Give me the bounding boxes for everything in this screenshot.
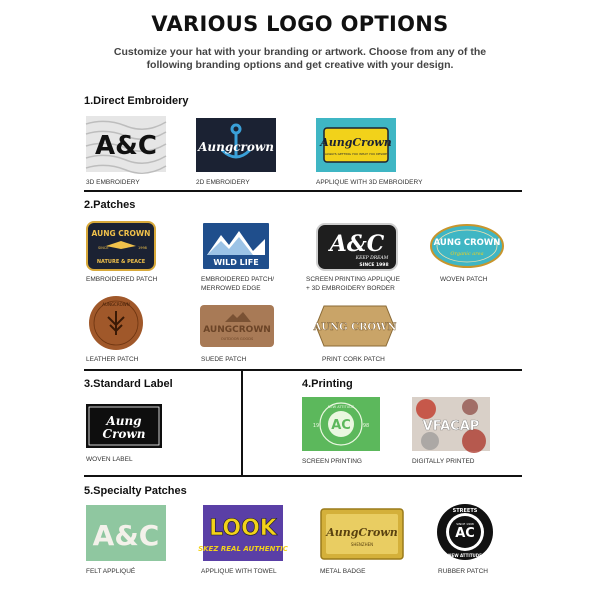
2d-embroidery-caption: 2D EMBROIDERY bbox=[196, 179, 250, 186]
applique-3d-art-subtext: ALWAYS GETTING YOU WHAT YOU DESIRE bbox=[324, 152, 388, 156]
towel-art-subtext: SKEZ REAL AUTHENTIC bbox=[198, 545, 288, 553]
digitally-printed-art-text: VFACAP bbox=[422, 419, 480, 434]
screen-applique-art-text: A&C bbox=[329, 231, 385, 257]
screen-printing-image bbox=[302, 397, 380, 451]
divider-direct-embroidery bbox=[84, 190, 522, 192]
felt-applique-image bbox=[86, 505, 166, 561]
digitally-printed-caption: DIGITALLY PRINTED bbox=[412, 458, 475, 465]
screen-printing-applique-image bbox=[316, 223, 398, 271]
page-title: VARIOUS LOGO OPTIONS bbox=[151, 12, 449, 36]
section-title-patches: 2.Patches bbox=[84, 199, 136, 211]
divider-patches bbox=[84, 369, 522, 371]
digitally-printed-image bbox=[412, 397, 490, 451]
suede-patch-caption: SUEDE PATCH bbox=[201, 356, 247, 363]
woven-label-image bbox=[86, 404, 162, 448]
suede-patch-art-text: AUNGCROWN bbox=[203, 325, 271, 335]
suede-patch-art-subtext: OUTDOOR GOODS bbox=[220, 337, 254, 341]
merrowed-patch-caption-line2: MERROWED EDGE bbox=[201, 285, 261, 292]
rubber-patch-ring-top: STREETS bbox=[452, 508, 478, 514]
woven-label-art-text2: Crown bbox=[102, 427, 146, 441]
felt-applique-caption: FELT APPLIQUÉ bbox=[86, 568, 136, 575]
metal-badge-art-subtext: SHENZHEN bbox=[350, 542, 374, 547]
leather-patch-image bbox=[88, 295, 144, 351]
screen-printing-caption: SCREEN PRINTING bbox=[302, 458, 362, 465]
section-title-specialty-patches: 5.Specialty Patches bbox=[84, 485, 187, 497]
applique-3d-art-text: AungCrown bbox=[320, 136, 392, 149]
leather-patch-caption: LEATHER PATCH bbox=[86, 356, 139, 363]
screen-printing-art-ring: NEW ATTITUDE bbox=[327, 405, 355, 409]
woven-label-art-text: Aung bbox=[106, 414, 142, 428]
leather-patch-art-text: AUNGCROWN bbox=[102, 302, 130, 307]
screen-applique-caption-line1: SCREEN PRINTING APPLIQUE bbox=[306, 276, 400, 283]
rubber-patch-caption: RUBBER PATCH bbox=[438, 568, 488, 575]
section-title-standard-label: 3.Standard Label bbox=[84, 378, 173, 390]
metal-badge-art-text: AungCrown bbox=[326, 526, 398, 539]
print-cork-patch-image bbox=[314, 304, 396, 348]
3d-embroidery-image bbox=[86, 116, 166, 172]
rubber-patch-art-text: AC bbox=[455, 526, 475, 541]
towel-art-text: LOOK bbox=[209, 516, 277, 541]
screen-printing-art-left: 19 bbox=[312, 423, 320, 429]
section-title-direct-embroidery: 1.Direct Embroidery bbox=[84, 95, 189, 107]
merrowed-patch-caption-line1: EMBROIDERED PATCH/ bbox=[201, 276, 275, 283]
suede-patch-image bbox=[199, 304, 275, 348]
embroidered-merrowed-patch-image bbox=[201, 221, 271, 271]
rubber-patch-ring-bottom: NEW ATTITUDE bbox=[448, 553, 482, 558]
woven-patch-caption: WOVEN PATCH bbox=[440, 276, 488, 283]
applique-3d-embroidery-caption: APPLIQUE WITH 3D EMBROIDERY bbox=[316, 179, 423, 186]
applique-towel-caption: APPLIQUE WITH TOWEL bbox=[201, 568, 277, 575]
2d-embroidery-art-text: Aungcrown bbox=[198, 140, 274, 154]
2d-embroidery-image bbox=[196, 118, 276, 172]
embroidered-patch-art-subtext: NATURE & PEACE bbox=[96, 259, 146, 265]
rubber-patch-image bbox=[436, 503, 494, 561]
embroidered-patch-image bbox=[86, 221, 156, 271]
metal-badge-caption: METAL BADGE bbox=[320, 568, 366, 575]
embroidered-patch-art-year-right: 1998 bbox=[138, 246, 147, 250]
applique-3d-embroidery-image bbox=[316, 118, 396, 172]
woven-patch-image bbox=[430, 224, 504, 268]
screen-printing-art-text: AC bbox=[331, 418, 351, 433]
applique-towel-image bbox=[198, 505, 288, 561]
embroidered-patch-art-year-left: SINCE bbox=[98, 246, 109, 250]
section-title-printing: 4.Printing bbox=[302, 378, 353, 390]
embroidered-patch-caption: EMBROIDERED PATCH bbox=[86, 276, 158, 283]
merrowed-patch-art-text: WILD LIFE bbox=[213, 258, 259, 267]
divider-label-printing bbox=[84, 475, 522, 477]
3d-embroidery-caption: 3D EMBROIDERY bbox=[86, 179, 140, 186]
screen-printing-art-right: 98 bbox=[362, 423, 370, 429]
felt-applique-art-text: A&C bbox=[92, 519, 160, 552]
print-cork-patch-caption: PRINT CORK PATCH bbox=[322, 356, 385, 363]
page-subtitle: Customize your hat with your branding or artwork. Choose from any of the following branding options and get creative with your design. bbox=[113, 46, 487, 71]
embroidered-patch-art-text: AUNG CROWN bbox=[91, 229, 151, 238]
screen-applique-art-subtext: KEEP DREAM bbox=[355, 256, 389, 261]
screen-applique-caption-line2: + 3D EMBROIDERY BORDER bbox=[306, 285, 395, 292]
woven-patch-art-subtext: Organic area bbox=[450, 251, 484, 257]
woven-label-caption: WOVEN LABEL bbox=[86, 456, 133, 463]
3d-embroidery-art-text: A&C bbox=[95, 131, 157, 161]
cork-patch-art-text: AUNG CROWN bbox=[313, 322, 397, 333]
metal-badge-image bbox=[320, 508, 404, 560]
screen-applique-art-subtext2: SINCE 1998 bbox=[359, 263, 389, 268]
divider-vertical-label-printing bbox=[241, 370, 243, 476]
woven-patch-art-text: AUNG CROWN bbox=[433, 238, 501, 248]
rubber-patch-since: SINCE 1998 bbox=[456, 522, 474, 526]
